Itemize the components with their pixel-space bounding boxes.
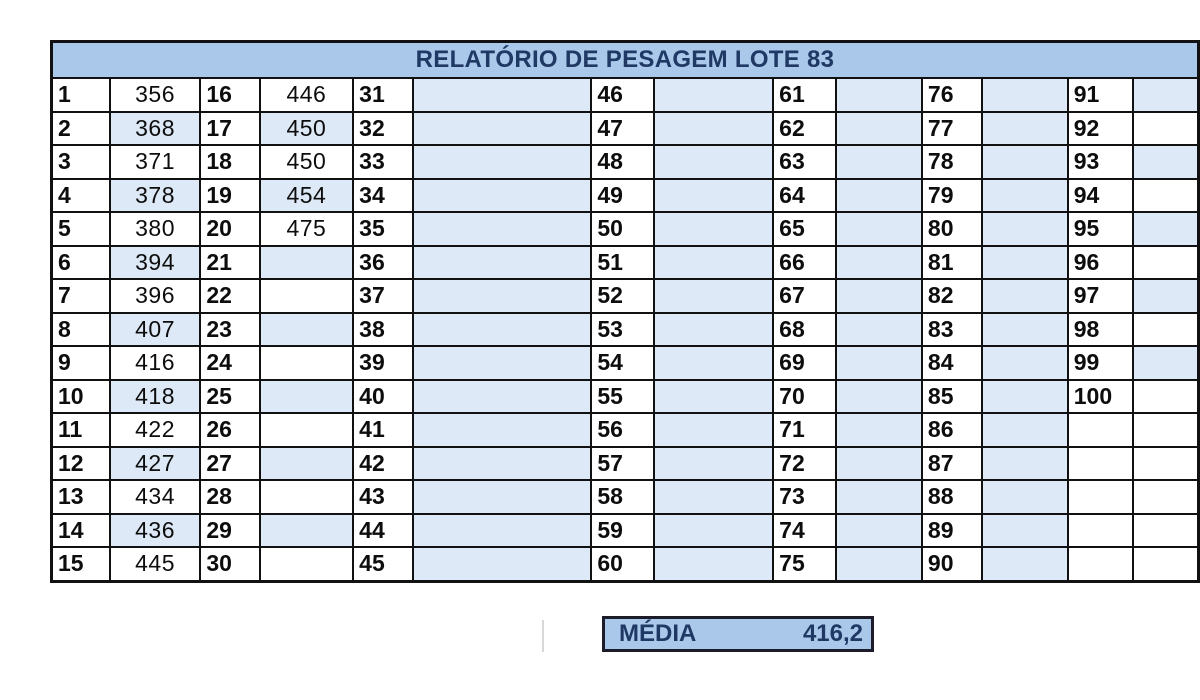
animal-number-cell: 33 — [353, 145, 413, 179]
table-row — [52, 279, 1199, 313]
table-row — [52, 547, 1199, 581]
animal-number-cell: 47 — [591, 112, 653, 146]
weight-value-cell[interactable] — [654, 145, 774, 179]
weight-value-cell[interactable] — [413, 447, 591, 481]
weight-value-cell[interactable] — [413, 514, 591, 548]
weight-value-cell[interactable]: 475 — [260, 212, 354, 246]
weight-value-cell[interactable] — [836, 346, 922, 380]
weight-value-cell[interactable] — [836, 380, 922, 414]
weight-value-cell[interactable]: 454 — [260, 179, 354, 213]
weight-value-cell[interactable]: 416 — [110, 346, 201, 380]
animal-number-cell: 21 — [200, 246, 259, 280]
average-value: 416,2 — [802, 620, 863, 647]
animal-number-cell: 12 — [52, 447, 110, 481]
animal-number-cell: 63 — [773, 145, 836, 179]
animal-number-cell: 24 — [200, 346, 259, 380]
weight-value-cell[interactable] — [1133, 179, 1198, 213]
animal-number-cell: 22 — [200, 279, 259, 313]
animal-number-cell: 87 — [922, 447, 982, 481]
weight-value-cell[interactable] — [260, 246, 354, 280]
animal-number-cell: 62 — [773, 112, 836, 146]
weight-value-cell[interactable] — [836, 112, 922, 146]
animal-number-cell: 50 — [591, 212, 653, 246]
animal-number-cell: 46 — [591, 78, 653, 112]
weight-value-cell[interactable] — [1133, 413, 1198, 447]
table-row — [52, 246, 1199, 280]
animal-number-cell — [1068, 480, 1133, 514]
animal-number-cell: 51 — [591, 246, 653, 280]
table-row — [52, 145, 1199, 179]
weight-value-cell[interactable]: 371 — [110, 145, 201, 179]
weight-value-cell[interactable] — [654, 78, 774, 112]
weight-value-cell[interactable] — [982, 514, 1068, 548]
animal-number-cell: 97 — [1068, 279, 1133, 313]
animal-number-cell: 64 — [773, 179, 836, 213]
animal-number-cell: 59 — [591, 514, 653, 548]
weight-value-cell[interactable]: 378 — [110, 179, 201, 213]
weight-value-cell[interactable] — [654, 212, 774, 246]
animal-number-cell: 49 — [591, 179, 653, 213]
animal-number-cell: 58 — [591, 480, 653, 514]
weight-value-cell[interactable] — [413, 346, 591, 380]
weight-value-cell[interactable] — [260, 447, 354, 481]
animal-number-cell: 100 — [1068, 380, 1133, 414]
animal-number-cell: 95 — [1068, 212, 1133, 246]
weight-value-cell[interactable] — [982, 313, 1068, 347]
weight-value-cell[interactable] — [654, 480, 774, 514]
animal-number-cell: 99 — [1068, 346, 1133, 380]
animal-number-cell: 89 — [922, 514, 982, 548]
animal-number-cell: 54 — [591, 346, 653, 380]
animal-number-cell: 53 — [591, 313, 653, 347]
weight-value-cell[interactable] — [413, 78, 591, 112]
weight-value-cell[interactable]: 436 — [110, 514, 201, 548]
animal-number-cell: 80 — [922, 212, 982, 246]
weight-value-cell[interactable]: 396 — [110, 279, 201, 313]
animal-number-cell: 83 — [922, 313, 982, 347]
table-row — [52, 480, 1199, 514]
animal-number-cell: 7 — [52, 279, 110, 313]
weight-value-cell[interactable] — [413, 380, 591, 414]
animal-number-cell: 43 — [353, 480, 413, 514]
weight-value-cell[interactable] — [654, 179, 774, 213]
weight-value-cell[interactable] — [982, 279, 1068, 313]
weight-value-cell[interactable] — [654, 313, 774, 347]
weight-value-cell[interactable] — [413, 313, 591, 347]
average-box — [602, 616, 874, 652]
weight-value-cell[interactable] — [836, 514, 922, 548]
weight-value-cell[interactable] — [260, 514, 354, 548]
animal-number-cell: 82 — [922, 279, 982, 313]
table-row — [52, 212, 1199, 246]
animal-number-cell: 42 — [353, 447, 413, 481]
weight-value-cell[interactable] — [1133, 313, 1198, 347]
animal-number-cell: 35 — [353, 212, 413, 246]
animal-number-cell: 32 — [353, 112, 413, 146]
weight-value-cell[interactable] — [836, 212, 922, 246]
animal-number-cell: 48 — [591, 145, 653, 179]
animal-number-cell: 57 — [591, 447, 653, 481]
weight-value-cell[interactable] — [413, 212, 591, 246]
animal-number-cell: 60 — [591, 547, 653, 581]
animal-number-cell: 20 — [200, 212, 259, 246]
weight-value-cell[interactable] — [1133, 547, 1198, 581]
animal-number-cell: 25 — [200, 380, 259, 414]
weight-value-cell[interactable] — [836, 413, 922, 447]
animal-number-cell: 92 — [1068, 112, 1133, 146]
weight-value-cell[interactable] — [982, 547, 1068, 581]
animal-number-cell: 77 — [922, 112, 982, 146]
animal-number-cell: 70 — [773, 380, 836, 414]
animal-number-cell: 4 — [52, 179, 110, 213]
animal-number-cell: 15 — [52, 547, 110, 581]
weight-value-cell[interactable] — [836, 179, 922, 213]
table-row — [52, 112, 1199, 146]
weight-value-cell[interactable]: 368 — [110, 112, 201, 146]
animal-number-cell: 84 — [922, 346, 982, 380]
weight-value-cell[interactable] — [1133, 480, 1198, 514]
animal-number-cell: 94 — [1068, 179, 1133, 213]
weight-value-cell[interactable] — [260, 313, 354, 347]
animal-number-cell: 28 — [200, 480, 259, 514]
weight-value-cell[interactable] — [836, 547, 922, 581]
table-row — [52, 413, 1199, 447]
weight-value-cell[interactable] — [413, 413, 591, 447]
weight-value-cell[interactable] — [413, 246, 591, 280]
animal-number-cell: 86 — [922, 413, 982, 447]
weight-value-cell[interactable]: 407 — [110, 313, 201, 347]
weight-value-cell[interactable]: 446 — [260, 78, 354, 112]
weight-value-cell[interactable]: 434 — [110, 480, 201, 514]
weight-value-cell[interactable] — [1133, 145, 1198, 179]
table-row — [52, 313, 1199, 347]
animal-number-cell: 6 — [52, 246, 110, 280]
weight-value-cell[interactable] — [836, 480, 922, 514]
animal-number-cell: 19 — [200, 179, 259, 213]
weight-value-cell[interactable] — [260, 380, 354, 414]
animal-number-cell: 13 — [52, 480, 110, 514]
animal-number-cell: 76 — [922, 78, 982, 112]
weight-value-cell[interactable] — [836, 246, 922, 280]
animal-number-cell: 3 — [52, 145, 110, 179]
cell-divider — [542, 620, 544, 652]
weight-value-cell[interactable] — [1133, 246, 1198, 280]
weight-value-cell[interactable] — [260, 547, 354, 581]
weight-value-cell[interactable] — [413, 145, 591, 179]
animal-number-cell: 98 — [1068, 313, 1133, 347]
table-row — [52, 78, 1199, 112]
weight-value-cell[interactable] — [654, 380, 774, 414]
animal-number-cell: 68 — [773, 313, 836, 347]
animal-number-cell: 9 — [52, 346, 110, 380]
animal-number-cell: 39 — [353, 346, 413, 380]
animal-number-cell: 85 — [922, 380, 982, 414]
weight-value-cell[interactable] — [654, 413, 774, 447]
animal-number-cell: 74 — [773, 514, 836, 548]
weight-value-cell[interactable] — [982, 380, 1068, 414]
animal-number-cell: 66 — [773, 246, 836, 280]
weight-value-cell[interactable] — [1133, 279, 1198, 313]
weight-value-cell[interactable] — [982, 78, 1068, 112]
weight-value-cell[interactable]: 427 — [110, 447, 201, 481]
animal-number-cell: 79 — [922, 179, 982, 213]
weight-value-cell[interactable] — [413, 279, 591, 313]
weight-value-cell[interactable] — [982, 212, 1068, 246]
weight-value-cell[interactable]: 422 — [110, 413, 201, 447]
animal-number-cell: 41 — [353, 413, 413, 447]
animal-number-cell: 8 — [52, 313, 110, 347]
animal-number-cell: 93 — [1068, 145, 1133, 179]
animal-number-cell: 26 — [200, 413, 259, 447]
table-row — [52, 346, 1199, 380]
animal-number-cell: 65 — [773, 212, 836, 246]
animal-number-cell: 16 — [200, 78, 259, 112]
weight-value-cell[interactable] — [982, 112, 1068, 146]
animal-number-cell: 37 — [353, 279, 413, 313]
animal-number-cell: 72 — [773, 447, 836, 481]
animal-number-cell: 27 — [200, 447, 259, 481]
animal-number-cell: 69 — [773, 346, 836, 380]
animal-number-cell: 88 — [922, 480, 982, 514]
animal-number-cell: 36 — [353, 246, 413, 280]
animal-number-cell: 71 — [773, 413, 836, 447]
weight-value-cell[interactable]: 445 — [110, 547, 201, 581]
weighing-report-table — [50, 40, 1200, 583]
animal-number-cell — [1068, 547, 1133, 581]
weight-value-cell[interactable] — [836, 279, 922, 313]
animal-number-cell: 17 — [200, 112, 259, 146]
animal-number-cell — [1068, 447, 1133, 481]
animal-number-cell: 11 — [52, 413, 110, 447]
weight-value-cell[interactable] — [1133, 346, 1198, 380]
table-row — [52, 179, 1199, 213]
weight-value-cell[interactable] — [260, 480, 354, 514]
animal-number-cell: 73 — [773, 480, 836, 514]
animal-number-cell: 78 — [922, 145, 982, 179]
weight-value-cell[interactable] — [413, 547, 591, 581]
weight-value-cell[interactable] — [1133, 380, 1198, 414]
animal-number-cell: 40 — [353, 380, 413, 414]
table-row — [52, 380, 1199, 414]
weight-value-cell[interactable]: 356 — [110, 78, 201, 112]
average-label: MÉDIA — [619, 620, 697, 647]
weight-value-cell[interactable] — [982, 145, 1068, 179]
weight-value-cell[interactable] — [654, 514, 774, 548]
animal-number-cell: 18 — [200, 145, 259, 179]
weight-value-cell[interactable] — [654, 346, 774, 380]
weight-value-cell[interactable] — [982, 413, 1068, 447]
animal-number-cell: 29 — [200, 514, 259, 548]
weight-value-cell[interactable] — [836, 447, 922, 481]
weight-value-cell[interactable]: 394 — [110, 246, 201, 280]
animal-number-cell: 5 — [52, 212, 110, 246]
weight-value-cell[interactable] — [654, 547, 774, 581]
animal-number-cell: 1 — [52, 78, 110, 112]
weight-value-cell[interactable] — [260, 279, 354, 313]
weight-value-cell[interactable] — [413, 179, 591, 213]
weight-value-cell[interactable] — [654, 447, 774, 481]
animal-number-cell: 75 — [773, 547, 836, 581]
animal-number-cell: 91 — [1068, 78, 1133, 112]
weight-value-cell[interactable] — [1133, 112, 1198, 146]
animal-number-cell: 52 — [591, 279, 653, 313]
animal-number-cell: 44 — [353, 514, 413, 548]
weight-value-cell[interactable] — [982, 246, 1068, 280]
weight-value-cell[interactable] — [982, 179, 1068, 213]
weight-value-cell[interactable] — [654, 279, 774, 313]
report-title: RELATÓRIO DE PESAGEM LOTE 83 — [52, 42, 1199, 79]
weight-value-cell[interactable] — [982, 480, 1068, 514]
weight-value-cell[interactable] — [982, 346, 1068, 380]
title-row — [52, 42, 1199, 79]
animal-number-cell: 67 — [773, 279, 836, 313]
animal-number-cell: 90 — [922, 547, 982, 581]
animal-number-cell: 23 — [200, 313, 259, 347]
weight-value-cell[interactable] — [1133, 447, 1198, 481]
table-row — [52, 514, 1199, 548]
weight-value-cell[interactable] — [413, 480, 591, 514]
animal-number-cell — [1068, 514, 1133, 548]
weight-value-cell[interactable]: 418 — [110, 380, 201, 414]
weight-value-cell[interactable] — [836, 313, 922, 347]
animal-number-cell: 34 — [353, 179, 413, 213]
animal-number-cell: 10 — [52, 380, 110, 414]
weight-value-cell[interactable] — [1133, 514, 1198, 548]
weight-value-cell[interactable] — [413, 112, 591, 146]
table-row — [52, 447, 1199, 481]
weight-value-cell[interactable] — [1133, 78, 1198, 112]
weight-value-cell[interactable] — [260, 413, 354, 447]
animal-number-cell: 56 — [591, 413, 653, 447]
weight-value-cell[interactable]: 450 — [260, 112, 354, 146]
weight-value-cell[interactable] — [654, 112, 774, 146]
animal-number-cell: 61 — [773, 78, 836, 112]
weight-value-cell[interactable] — [1133, 212, 1198, 246]
weight-value-cell[interactable]: 380 — [110, 212, 201, 246]
animal-number-cell: 2 — [52, 112, 110, 146]
animal-number-cell: 45 — [353, 547, 413, 581]
weight-value-cell[interactable] — [836, 145, 922, 179]
animal-number-cell: 96 — [1068, 246, 1133, 280]
weight-value-cell[interactable] — [836, 78, 922, 112]
weight-value-cell[interactable] — [982, 447, 1068, 481]
animal-number-cell: 31 — [353, 78, 413, 112]
weight-value-cell[interactable] — [260, 346, 354, 380]
animal-number-cell: 14 — [52, 514, 110, 548]
animal-number-cell: 55 — [591, 380, 653, 414]
animal-number-cell: 81 — [922, 246, 982, 280]
animal-number-cell: 38 — [353, 313, 413, 347]
weight-value-cell[interactable] — [654, 246, 774, 280]
animal-number-cell — [1068, 413, 1133, 447]
weight-value-cell[interactable]: 450 — [260, 145, 354, 179]
animal-number-cell: 30 — [200, 547, 259, 581]
